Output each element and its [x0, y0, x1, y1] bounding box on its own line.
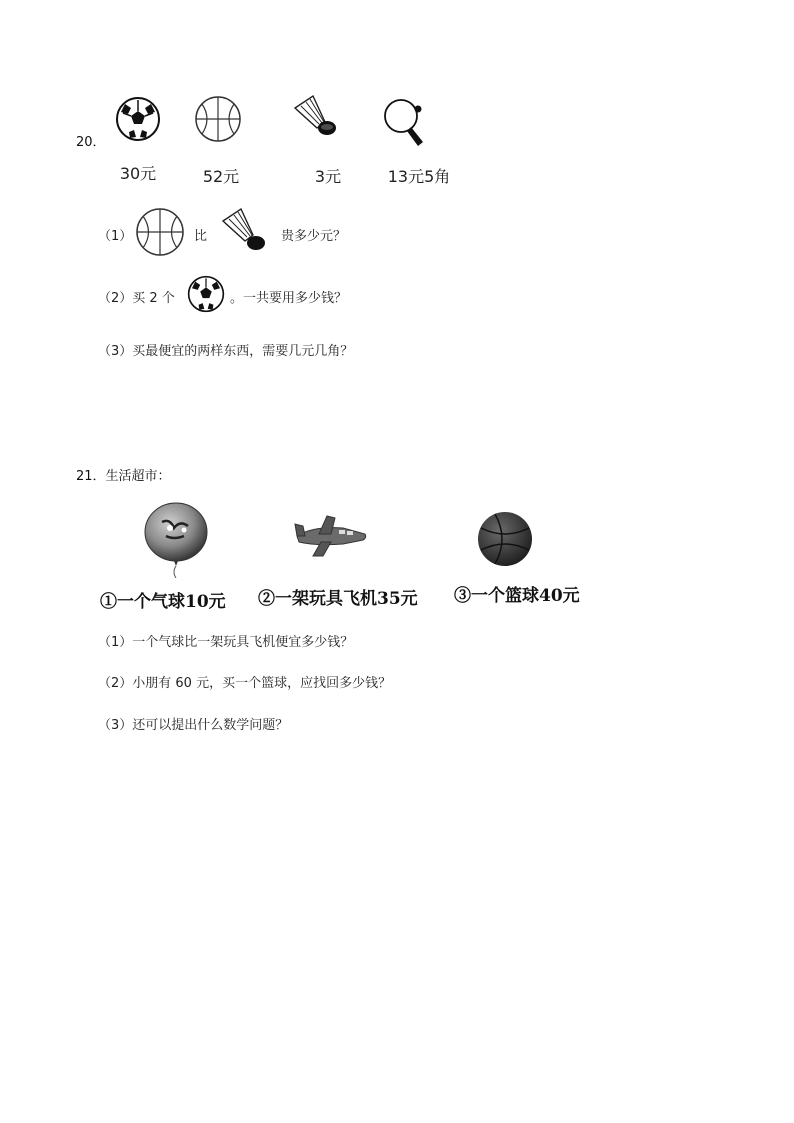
- shuttlecock-price: 3元: [314, 167, 342, 186]
- basketball-icon: [475, 510, 535, 568]
- question-20-number: 20．: [76, 135, 106, 150]
- toy-airplane-caption: ②一架玩具飞机35元: [258, 589, 418, 609]
- q21-sub1: （1）一个气球比一架玩具飞机便宜多少钱？: [98, 635, 354, 650]
- shuttlecock-icon: [219, 207, 269, 255]
- soccer-ball-price: 30元: [119, 164, 157, 183]
- q20-sub1-compare: 比: [194, 229, 208, 244]
- basketball-price: 52元: [202, 167, 240, 186]
- toy-airplane-icon: [293, 512, 371, 558]
- soccer-ball-icon: [187, 275, 225, 313]
- basketball-icon: [135, 208, 185, 256]
- balloon-caption: ①一个气球10元: [100, 592, 226, 612]
- question-21-title: 21．生活超市：: [76, 469, 171, 484]
- balloon-icon: [140, 500, 212, 578]
- ping-pong-paddle-icon: [383, 96, 429, 148]
- q21-sub3: （3）还可以提出什么数学问题？: [98, 718, 289, 733]
- shuttlecock-icon: [291, 94, 339, 140]
- basketball-icon: [194, 96, 242, 142]
- q20-sub2-prefix: （2）买 2 个: [98, 291, 175, 306]
- ping-pong-paddle-price: 13元5角: [387, 167, 451, 186]
- basketball-caption: ③一个篮球40元: [454, 586, 580, 606]
- q20-sub2-suffix: 。一共要用多少钱？: [230, 291, 348, 306]
- soccer-ball-icon: [115, 96, 161, 142]
- q20-sub3: （3）买最便宜的两样东西，需要几元几角？: [98, 344, 354, 359]
- q21-sub2: （2）小朋有 60 元，买一个篮球，应找回多少钱？: [98, 676, 392, 691]
- q20-sub1-suffix: 贵多少元？: [281, 229, 347, 244]
- q20-sub1-prefix: （1）: [98, 229, 133, 244]
